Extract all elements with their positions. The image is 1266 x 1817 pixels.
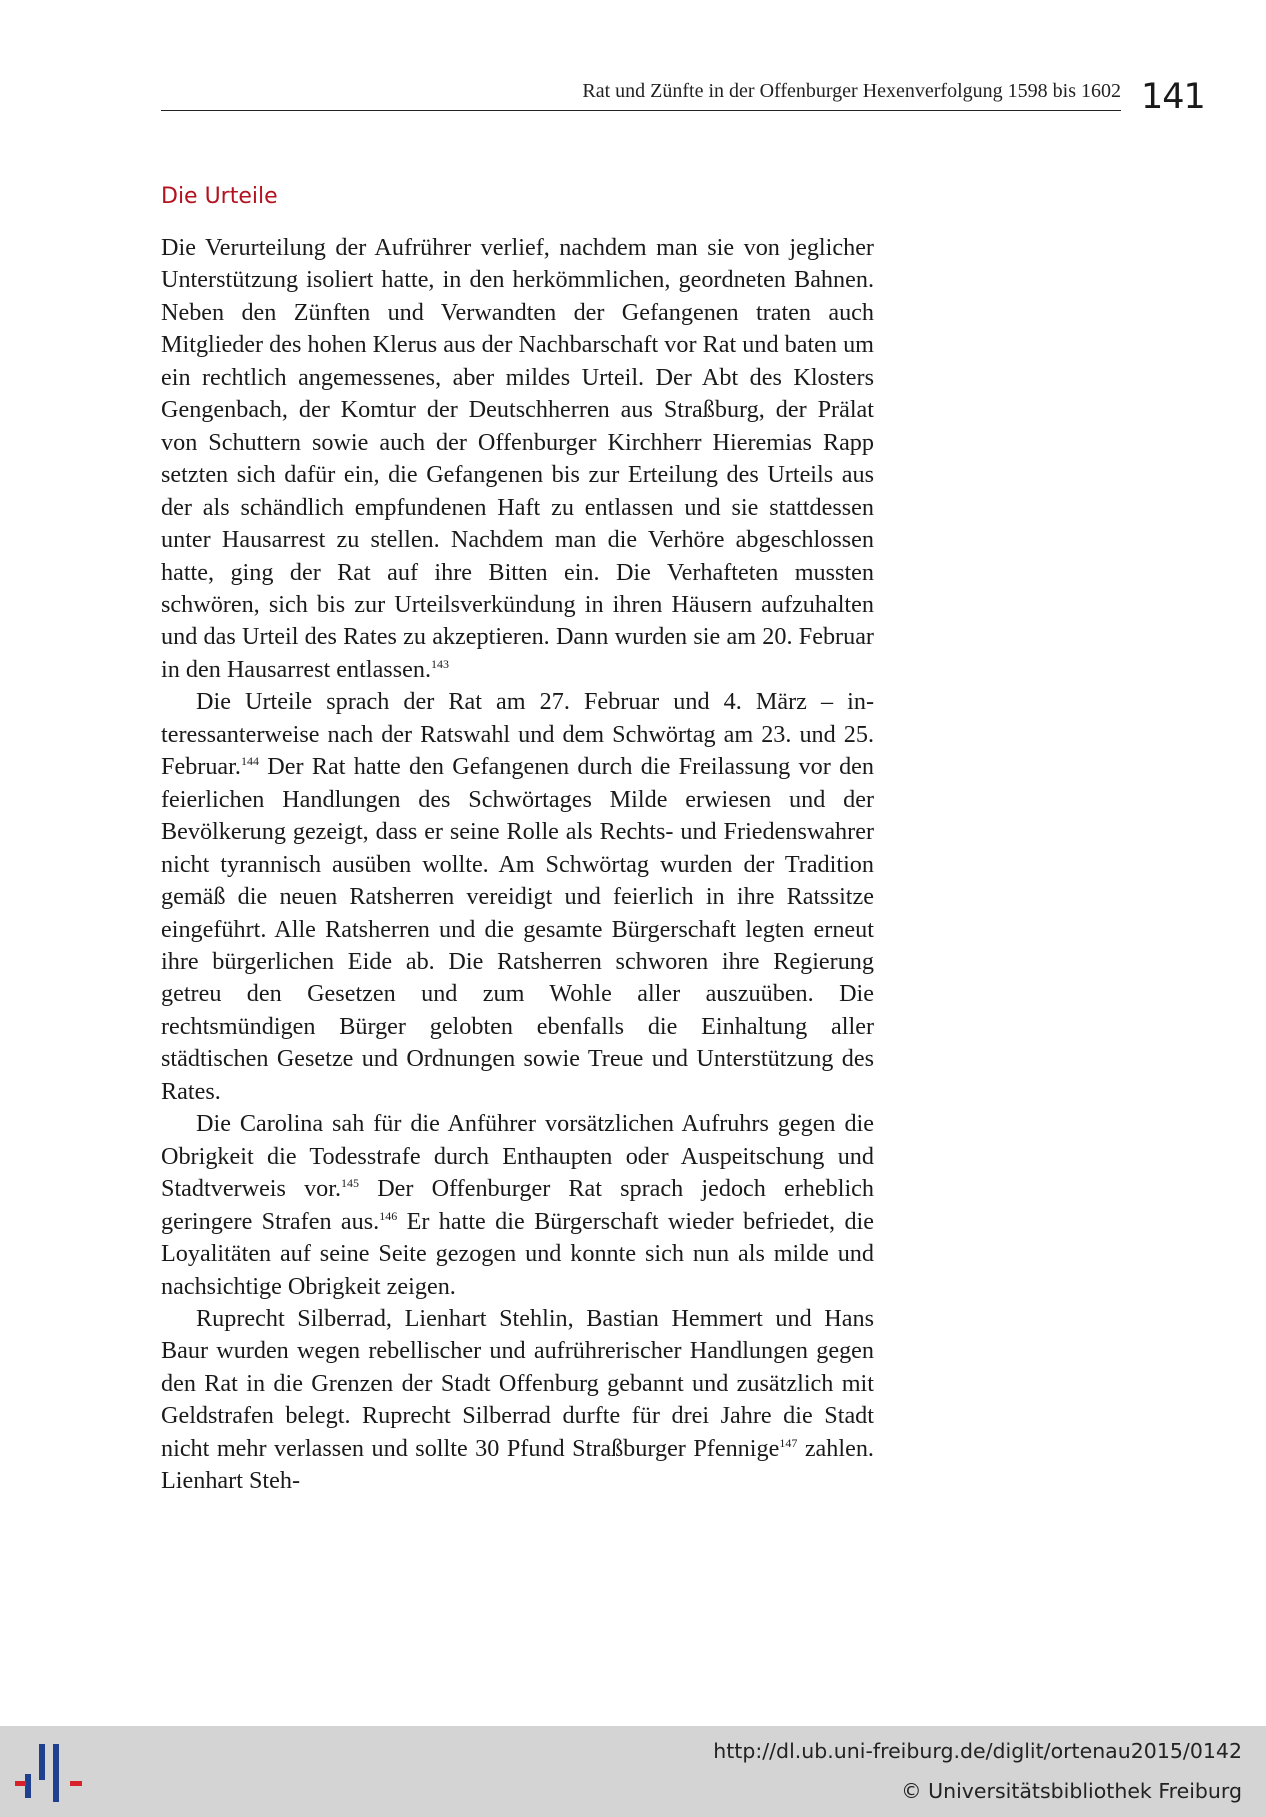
footnote-ref[interactable]: 146 [379,1208,398,1223]
footnote-ref[interactable]: 143 [431,656,450,671]
header-rule [161,110,1121,111]
paragraph [161,1303,874,1498]
footer-url-link[interactable]: http://dl.ub.uni-freiburg.de/diglit/ortenau2015/0142 [713,1739,1242,1763]
paragraph-text: Die Verurteilung der Aufrührer verlief, nachdem man sie von jeglicher Unterstützung isoliert hatte, in den herkömmlichen, geordneten Bahnen. Neben den Zünften und Verwandten der Gefangenen traten auch Mitglieder des hohen Klerus aus der Nachbarschaft vor Rat und baten um ein rechtlich angemessenes, aber mildes Urteil. Der Abt des Klosters Gengenbach, der Komtur der Deutschherren aus Straßburg, der Prälat von Schuttern sowie auch der Offenburger Kirchherr Hieremias Rapp setzten sich dafür ein, die Gefangenen bis zur Erteilung des Urteils aus der als schändlich empfundenen Haft zu entlassen und sie stattdessen unter Hausarrest zu stellen. Nachdem man die Verhöre abgeschlossen hatte, ging der Rat auf ihre Bitten ein. Die Verhafteten mussten schwören, sich bis zur Urteilsverkündung in ihren Häusern aufzuhalten und das Urteil des Rates zu akzeptieren. Dann wurden sie am 20. Februar in den Hausarrest entlassen. [161,234,874,683]
paragraph [161,232,874,686]
paragraph [161,1108,874,1303]
section-title: Die Urteile [161,184,278,210]
running-head-title: Rat und Zünfte in der Offenburger Hexenverfolgung 1598 bis 1602 [582,80,1121,102]
paragraph-text: Er hatte die Bürgerschaft wieder befriedet, die Loyalitäten auf seine Seite gezogen und konnte sich nun als milde und nachsichtige Obrigkeit zeigen. [161,1207,875,1300]
footer-copyright: © Universitätsbibliothek Freiburg [901,1779,1242,1803]
body-text [161,232,874,1498]
ub-freiburg-logo-icon[interactable] [14,1740,84,1806]
paragraph-text: Ruprecht Silberrad, Lienhart Stehlin, Bastian Hemmert und Hans Baur wurden wegen rebellischer und aufrührerischer Handlungen gegen den Rat in die Grenzen der Stadt Offenburg gebannt und zusätzlich mit Geldstrafen belegt. Ruprecht Silberrad durfte für drei Jahre die Stadt nicht mehr verlassen und sollte 30 Pfund Straßburger Pfennige [161,1304,874,1462]
footnote-ref[interactable]: 145 [341,1176,360,1191]
paragraph-text: Der Rat hatte den Gefangenen durch die Freilassung vor den feierlichen Handlungen des Schwörtages Milde erwiesen und der Bevölkerung gezeigt, dass er seine Rolle als Rechts- und Friedenswahrer nicht tyrannisch ausüben wollte. Am Schwörtag wurden der Tradition gemäß die neuen Ratsherren vereidigt und feierlich in ihre Ratssitze eingeführt. Alle Ratsherren und die gesamte Bürgerschaft legten erneut ihre bürgerlichen Eide ab. Die Ratsherren schworen ihre Regierung getreu den Gesetzen und zum Wohle aller auszuüben. Die rechtsmündigen Bürger gelobten ebenfalls die Einhaltung aller städtischen Gesetze und Ordnungen sowie Treue und Unterstützung des Rates. [161,753,874,1105]
paragraph-text: zahlen. Lienhart Steh- [161,1434,874,1495]
footer-band [0,1726,1266,1817]
page-number: 141 [1141,77,1205,117]
paragraph-text: Die Urteile sprach der Rat am 27. Februar und 4. März – interessanterweise nach der Ratswahl und dem Schwörtag am 23. und 25. Februar. [161,688,874,781]
footnote-ref[interactable]: 147 [779,1435,798,1450]
paragraph [161,686,874,1108]
footnote-ref[interactable]: 144 [240,754,259,769]
paragraph-text: Die Carolina sah für die Anführer vorsätzlichen Aufruhrs gegen die Obrigkeit die Todesstrafe durch Enthaupten oder Auspeitschung und Stadtverweis vor. [161,1110,874,1203]
paragraph-text: Der Offenburger Rat sprach jedoch erheblich geringere Strafen aus. [161,1175,874,1235]
